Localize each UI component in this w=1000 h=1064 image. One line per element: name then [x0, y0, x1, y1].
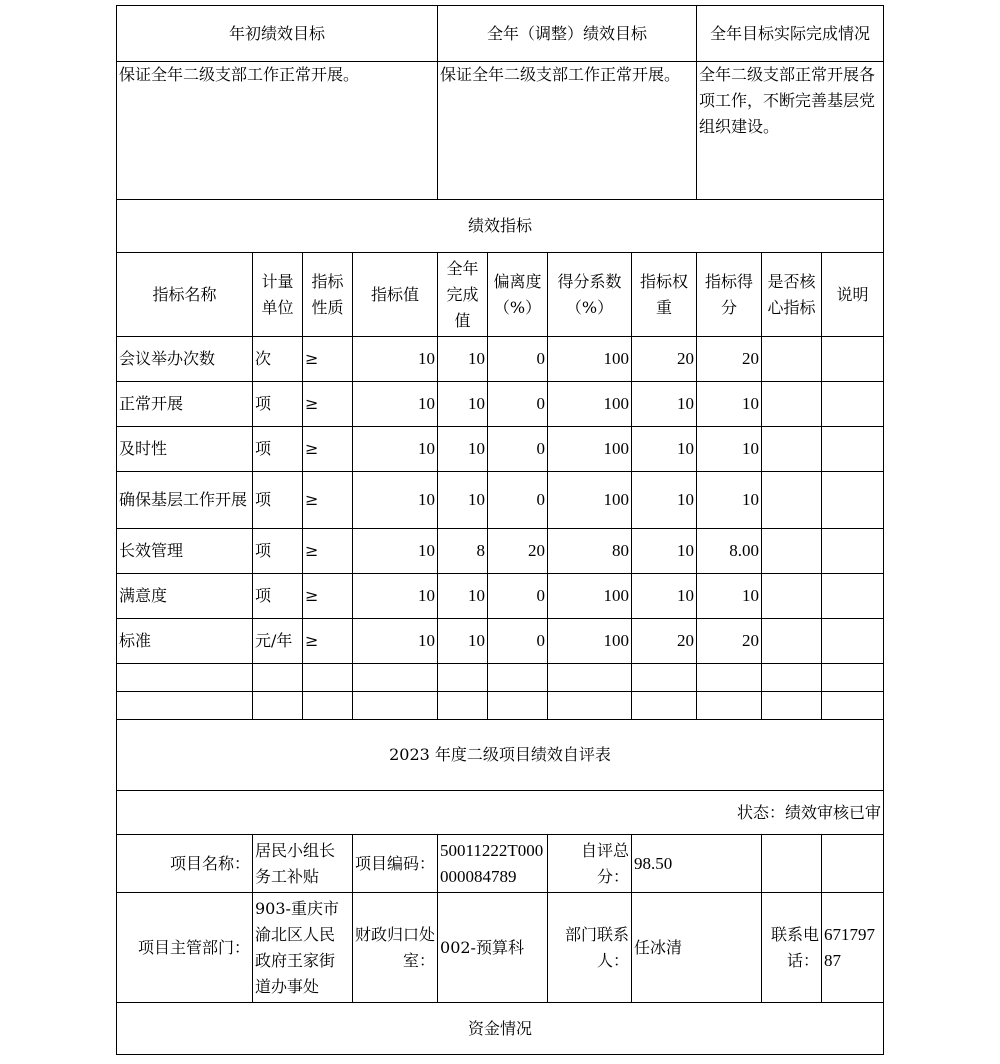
indicator-weight: 10	[632, 574, 697, 619]
indicator-actual: 10	[438, 574, 488, 619]
department-value: 903-重庆市渝北区人民政府王家街道办事处	[253, 893, 353, 1003]
indicator-weight: 10	[632, 472, 697, 529]
table-row	[117, 427, 884, 472]
indicator-coefficient: 100	[548, 472, 632, 529]
indicator-actual: 10	[438, 472, 488, 529]
indicator-name: 会议举办次数	[117, 337, 253, 382]
indicator-note	[822, 472, 884, 529]
indicator-coefficient: 100	[548, 574, 632, 619]
table-row	[117, 529, 884, 574]
department-label: 项目主管部门：	[117, 893, 253, 1003]
empty-row	[117, 692, 884, 720]
indicator-coefficient: 80	[548, 529, 632, 574]
indicator-deviation: 0	[488, 427, 548, 472]
indicator-actual: 8	[438, 529, 488, 574]
project-name-value: 居民小组长务工补贴	[253, 835, 353, 893]
department-info-row	[117, 893, 884, 1003]
self-score-value: 98.50	[632, 835, 762, 893]
indicator-deviation: 20	[488, 529, 548, 574]
col-indicator-name: 指标名称	[117, 253, 253, 337]
indicator-core	[762, 529, 822, 574]
indicator-weight: 10	[632, 529, 697, 574]
indicator-coefficient: 100	[548, 382, 632, 427]
col-note: 说明	[822, 253, 884, 337]
indicator-target: 10	[353, 427, 438, 472]
indicator-coefficient: 100	[548, 619, 632, 664]
indicator-target: 10	[353, 337, 438, 382]
indicator-nature: ≥	[303, 427, 353, 472]
indicator-target: 10	[353, 574, 438, 619]
indicator-score: 10	[697, 427, 762, 472]
table-row	[117, 337, 884, 382]
indicator-note	[822, 427, 884, 472]
col-actual: 全年完成值	[438, 253, 488, 337]
indicator-actual: 10	[438, 619, 488, 664]
col-coefficient: 得分系数（%）	[548, 253, 632, 337]
indicator-score: 10	[697, 574, 762, 619]
header-actual-completion: 全年目标实际完成情况	[697, 6, 884, 62]
indicator-unit: 项	[253, 472, 303, 529]
phone-value: 67179787	[822, 893, 884, 1003]
table-row	[117, 382, 884, 427]
indicators-section-title: 绩效指标	[117, 200, 884, 253]
indicator-weight: 20	[632, 337, 697, 382]
indicator-weight: 10	[632, 382, 697, 427]
indicator-core	[762, 472, 822, 529]
adjusted-goal-text: 保证全年二级支部工作正常开展。	[438, 62, 697, 200]
indicator-nature: ≥	[303, 574, 353, 619]
empty-row	[117, 664, 884, 692]
self-score-label: 自评总分：	[548, 835, 632, 893]
finance-office-value: 002-预算科	[438, 893, 548, 1003]
indicator-deviation: 0	[488, 337, 548, 382]
indicator-score: 10	[697, 472, 762, 529]
indicator-note	[822, 619, 884, 664]
indicator-actual: 10	[438, 337, 488, 382]
table-row	[117, 472, 884, 529]
indicator-score: 20	[697, 619, 762, 664]
indicator-weight: 20	[632, 619, 697, 664]
indicator-deviation: 0	[488, 472, 548, 529]
initial-goal-text: 保证全年二级支部工作正常开展。	[117, 62, 438, 200]
contact-person-value: 任冰清	[632, 893, 762, 1003]
col-deviation: 偏离度（%）	[488, 253, 548, 337]
project-name-label: 项目名称：	[117, 835, 253, 893]
phone-label: 联系电话：	[762, 893, 822, 1003]
indicator-unit: 元/年	[253, 619, 303, 664]
indicator-header-row	[117, 253, 884, 337]
indicator-unit: 项	[253, 574, 303, 619]
indicator-name: 正常开展	[117, 382, 253, 427]
indicator-score: 20	[697, 337, 762, 382]
header-adjusted-goal: 全年（调整）绩效目标	[438, 6, 697, 62]
project-code-label: 项目编码：	[353, 835, 438, 893]
col-target: 指标值	[353, 253, 438, 337]
indicator-core	[762, 337, 822, 382]
indicator-nature: ≥	[303, 382, 353, 427]
funds-section-title: 资金情况	[117, 1003, 884, 1055]
indicator-core	[762, 619, 822, 664]
finance-office-label: 财政归口处室：	[353, 893, 438, 1003]
indicator-actual: 10	[438, 382, 488, 427]
indicator-note	[822, 574, 884, 619]
project-info-row	[117, 835, 884, 893]
indicator-core	[762, 574, 822, 619]
indicator-nature: ≥	[303, 529, 353, 574]
indicator-note	[822, 529, 884, 574]
indicator-actual: 10	[438, 427, 488, 472]
indicator-unit: 次	[253, 337, 303, 382]
col-score: 指标得分	[697, 253, 762, 337]
col-weight: 指标权重	[632, 253, 697, 337]
actual-completion-text: 全年二级支部正常开展各项工作，不断完善基层党组织建设。	[697, 62, 884, 200]
indicator-name: 确保基层工作开展	[117, 472, 253, 529]
indicator-deviation: 0	[488, 619, 548, 664]
header-initial-goal: 年初绩效目标	[117, 6, 438, 62]
indicator-score: 8.00	[697, 529, 762, 574]
indicator-score: 10	[697, 382, 762, 427]
indicator-unit: 项	[253, 427, 303, 472]
indicator-name: 满意度	[117, 574, 253, 619]
col-core: 是否核心指标	[762, 253, 822, 337]
indicator-nature: ≥	[303, 472, 353, 529]
indicator-target: 10	[353, 529, 438, 574]
indicator-name: 及时性	[117, 427, 253, 472]
indicator-target: 10	[353, 382, 438, 427]
indicator-deviation: 0	[488, 574, 548, 619]
indicator-core	[762, 382, 822, 427]
status-text: 状态：绩效审核已审	[117, 791, 884, 835]
indicator-note	[822, 382, 884, 427]
indicator-weight: 10	[632, 427, 697, 472]
indicator-nature: ≥	[303, 337, 353, 382]
table-row	[117, 619, 884, 664]
indicator-coefficient: 100	[548, 427, 632, 472]
col-unit: 计量单位	[253, 253, 303, 337]
project-code-value: 50011222T000000084789	[438, 835, 548, 893]
indicator-core	[762, 427, 822, 472]
indicator-name: 标准	[117, 619, 253, 664]
indicator-nature: ≥	[303, 619, 353, 664]
indicator-unit: 项	[253, 382, 303, 427]
indicator-name: 长效管理	[117, 529, 253, 574]
indicator-deviation: 0	[488, 382, 548, 427]
performance-table	[116, 5, 884, 1055]
col-nature: 指标性质	[303, 253, 353, 337]
indicator-note	[822, 337, 884, 382]
form-title: 2023 年度二级项目绩效自评表	[117, 720, 884, 791]
indicator-target: 10	[353, 619, 438, 664]
table-row	[117, 574, 884, 619]
contact-person-label: 部门联系人：	[548, 893, 632, 1003]
indicator-unit: 项	[253, 529, 303, 574]
indicator-coefficient: 100	[548, 337, 632, 382]
indicator-target: 10	[353, 472, 438, 529]
